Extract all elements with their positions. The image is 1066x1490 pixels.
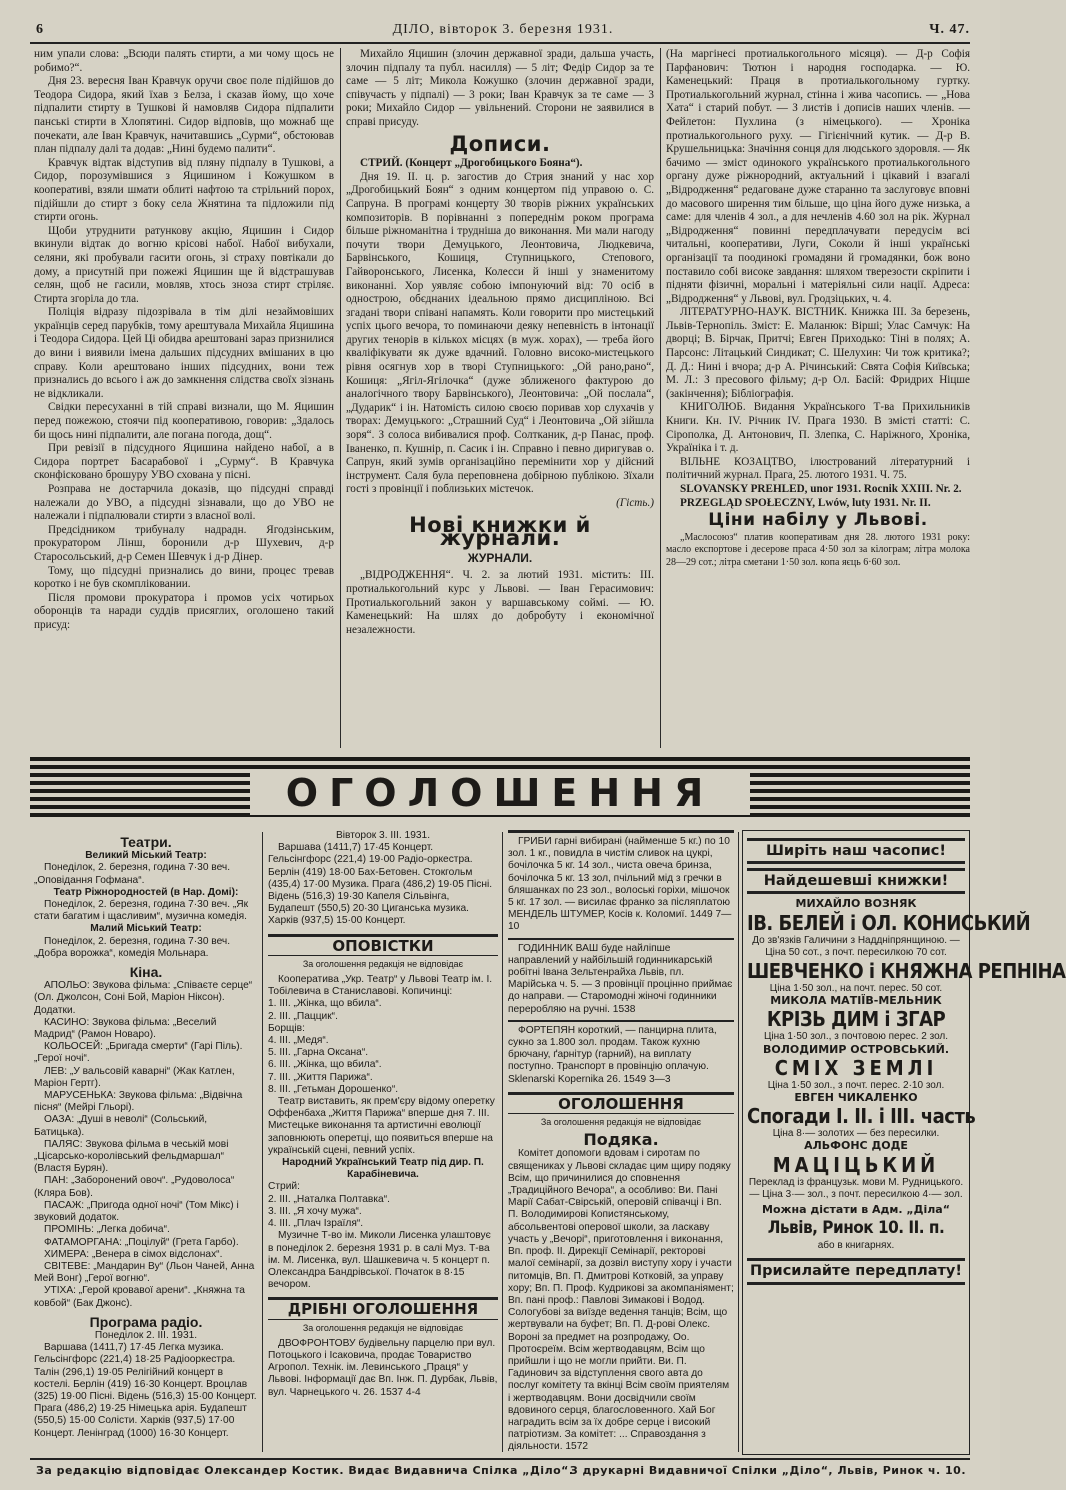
column-divider	[502, 832, 503, 1452]
masthead-date: ДІЛО, вівторок 3. березня 1931.	[392, 22, 614, 37]
section-title-dopysy: Дописи.	[449, 131, 551, 156]
page-footer	[36, 1464, 966, 1477]
footer-editor: За редакцію відповідає Олександер Костик. Видає Видавнича Спілка „Діло“.	[36, 1464, 574, 1477]
small-ad: ДВОФРОНТОВУ будівельну парцелю при вул. Потоцького і Ісаковича, продає Товариство Агропол. Технік. ім. Левинського „Праця“ у Львові. Інформації дає Вп. Інж. П. Дурбак, Львів, вул. Чарнецького ч. 26. 1537 4-4	[268, 1337, 498, 1398]
book-title: Спогади І. ІІ. і ІІІ. часть	[747, 1104, 976, 1129]
book-author: АЛЬФОНС ДОДЕ	[804, 1139, 908, 1153]
or-bookstores: або в книгарнях.	[817, 1240, 895, 1252]
column-divider	[738, 832, 739, 1452]
cinema-item: ФАТАМОРГАНА: „Поцілуй“ (Грета Гарбо).	[44, 1236, 239, 1248]
book-description: До зв'язків Галичини з Наддніпрянщиною. — Ціна 50 сот., з почт. пересилкою 70 сот.	[752, 934, 960, 958]
classified-ad: ГРИБИ гарні вибирані (найменше 5 кг.) по 10 зол. 1 кг., повидла в чистім сливок на цукрі, бочілочка 5 кг. 14 зол., чиста овеча бринза, бочілочка 5 кг. 13 зол, пчільний мід з гречки в бляшанках по 23 зол., волоські горіхи, мішочок 5 кг. 17 зол. — висилає франко за післяплатою МЕНДЕЛЬ ШТУМЕР, Косів к. Коломиї. 1449 7—10	[508, 830, 734, 934]
paragraph: Розправа не достарчила доказів, що підсудні справді належали до УВО, а підсудні зізнавали, що до УВО не належали і підпалювали стирти з власної волі.	[34, 483, 334, 523]
paragraph: Предсідником трибуналу надрадн. Ягодзінським, прокуратором Лінш, боронили д-р Шухевич, д-р Старосольський, д-р Семен Шевчук і д-р Дінер.	[34, 523, 334, 563]
play-item: 2. ІІІ. „Паццик“.	[268, 1010, 338, 1022]
play-item: 7. ІІІ. „Життя Парижа“.	[268, 1071, 373, 1083]
column-divider	[262, 832, 263, 1452]
cinema-item: ЛЕВ: „У вальсовій каварні“ (Жак Катлен, Маріон Гертг).	[34, 1065, 235, 1089]
book-title: СМІХ ЗЕМЛІ	[774, 1055, 938, 1080]
cinema-item: ХИМЕРА: „Венера в сімох відслонах“.	[44, 1248, 223, 1260]
issue-number: Ч. 47.	[929, 22, 970, 37]
play-item: 1. ІІІ. „Жінка, що вбила“.	[268, 998, 382, 1010]
play-item: 8. ІІІ. „Гетьман Дорошенко“.	[268, 1083, 399, 1095]
theatre-item: Театр Ріжнородностей (в Нар. Домі): Понеділок, 2. березня, година 7·30 веч. „Як стати багатим і щасливим“, музична комедія.	[34, 886, 249, 923]
small-ads-title: ДРІБНІ ОГОЛОШЕННЯ	[268, 1297, 498, 1319]
play-item: 5. ІІІ. „Гарна Оксана“.	[268, 1047, 369, 1059]
cinema-item: ОАЗА: „Душі в неволі“ (Сольський, Батицька).	[34, 1114, 208, 1138]
journals-column	[666, 48, 970, 750]
address: Львів, Ринок 10. ІІ. п.	[767, 1218, 945, 1239]
paragraph: При ревізії в підсудного Яцишина найдено набої, а в Сидора портрет Басарабової і „Сурму“. В Кравчука сконфісковано брошуру УВО схована у пісні.	[34, 442, 334, 482]
cinema-item: ПАСАЖ: „Пригода одної ночі“ (Том Мікс) і звуковий додаток.	[34, 1199, 239, 1224]
verdict-text: Михайло Яцишин (злочин державної зради, дальша участь, злочин підпалу та публ. насилля) — 5 літ; Федір Сидор за те саме — 5 літ; Микола Кожушко (злочин державної зради, співучасть у підпалі) — 3 роки; Іван Кравчук за те саме — 3 роки; Михайло Сидор — увільнений. Сторони не заявилися в справі присуду.	[346, 48, 654, 128]
article-trial-column	[34, 48, 334, 750]
footer-printer: З друкарні Видавничої Спілки „Діло“, Львів, Ринок ч. 10.	[569, 1464, 966, 1477]
column-divider	[340, 48, 341, 748]
ads-title: ОГОЛОШЕННЯ	[508, 1092, 734, 1114]
cinema-title: Кіна.	[129, 964, 163, 981]
book-title: ІВ. БЕЛЕЙ і ОЛ. КОНИСЬКИЙ	[747, 910, 1031, 935]
cinema-item: УТІХА: „Герой кровавої арени“. „Княжна та ковбой“ (Бак Джонс).	[34, 1285, 245, 1309]
dopysy-text: Дня 19. ІІ. ц. р. загостив до Стрия знаний у нас хор „Дрогобицький Боян“ з одним концертом під управою о. С. Сапруна. В програмі концерту 30 творів ріжних українських композиторів. В порівнанні з попереднім роком програма більше ріжноманітна і трудніша до виконання. Ми мали нагоду почути твори Демуцького, Леонтовича, Людкевича, Барвінського, Кошиця, Ступницького, Степового, Гайворонського, Лисенка, Колесси й інші у знаменитому виконанні. Хор уявляє собою імпонуючий від: 70 осіб в однострою, обєднаних ідеальною прямо дисципліною. Всі згадані твори співані напамять. Коли говорити про мистецький успіх цього вечора, то поминаючи деяку непевність в інтонації других тенорів в кількох місцях (в муж. хорах), — треба його кваліфікувати як дуже вдачний. Головно високо-мистецького рівня осягнув хор в творі Ступницького: „Ой рано,рано“, Кошиця: „Ягіл-Ягілочка“ (дуже зближеного фактурою до аналогічного твору Барвінського), Леонтовича: „Ой послала“, „Дударик“ і ін. Натомість силою своєю поривав хор слухачів у творах: Демуцького: „Страшний Суд“ і Леонтовича „Ой зійшла зоря“. З солоса вибивалися проф. Солтканик, д-р Панас, проф. Іваненко, п. Кушнір, п. Сасик і ін. Справно і певно диригував о. Сапрун, який зумів організаційно перемінити хор у дійсний інструмент. Саля була переповнена добірною публікою. Зїхали гості з провінції і поблизьких містечок.	[346, 170, 654, 496]
prices-title: Ціни набілу у Львові.	[708, 510, 928, 531]
header-rule	[30, 42, 970, 44]
ads-banner	[30, 757, 970, 827]
paragraph: Кравчук відтак відступив від пляну підпалу в Тушкові, а Сидор, порозумівшися з Яцишином і Кожушком в кооперативі, взяли шмати облиті нафтою та стрільний порох, підійшли до стирт з боку села Жнятина та підложили під стирти огонь.	[34, 156, 334, 224]
spread-slogan: Ширіть наш часопис!	[747, 838, 965, 864]
radio-date: Понеділок 2. ІІІ. 1931.	[94, 1329, 198, 1341]
ads-note: За оголошення редакція не відповідає	[540, 1117, 702, 1128]
subscribe-slogan: Присилайте передплату!	[747, 1258, 965, 1284]
play-item: 3. ІІІ. „Я хочу мужа“.	[268, 1205, 362, 1217]
book-title: МАЦІЦЬКИЙ	[772, 1152, 940, 1177]
paragraph: Дня 23. вересня Іван Кравчук оручи своє поле підійшов до Теодора Сидора, який їхав з Белза, і сказав йому, що хоче підпалити стирту в Тушкові й намовляв Сидора підпалити панські стирти в Хлопятині. Сидор відповів, що можнаб ще почекати, але Іван Кравчук, начитавшись „Сурми“, обстоював план підпалу далі та додав: „Нині будемо палити“.	[34, 75, 334, 156]
town-label: Борщів:	[268, 1022, 305, 1034]
book-price: Ціна 1·50 зол., з почт. перес. 2·10 зол.	[767, 1079, 945, 1091]
radio-date: Вівторок 3. ІІІ. 1931.	[335, 830, 431, 841]
cinema-item: КОЛЬОСЕЙ: „Бригада смерти“ (Гарі Піль). „Герої ночі“.	[34, 1041, 243, 1065]
music-society-text: Музичне Т-во ім. Миколи Лисенка улаштовує в понеділок 2. березня 1931 р. в салі Муз. Т-ва ім. М. Лисенка, вул. Шашкевича ч. 5 концерт п. Олександра Бандрівської. Початок в 8·15 вечором.	[268, 1230, 491, 1291]
get-label: Можна дістати в Адм. „Діла“	[762, 1203, 950, 1217]
theatre-item: Малий Міський Театр: Понеділок, 2. березня, година 7·30 веч. „Добра ворожка“, комедія Мольнара.	[34, 923, 231, 959]
page-header	[36, 22, 970, 42]
theatres-title: Театри.	[120, 834, 172, 850]
book-author: МИКОЛА МАТІЇВ-МЕЛЬНИК	[770, 994, 942, 1008]
book-price: Ціна 1·50 зол., з почтовою перес. 2 зол.	[763, 1031, 949, 1043]
book-price: Ціна 8·— золотих — без пересилки.	[772, 1128, 940, 1140]
theatre-item: Великий Міський Театр: Понеділок, 2. березня, година 7·30 веч. „Оповідання Гофмана“.	[34, 850, 231, 886]
journal-entry: ВІЛЬНЕ КОЗАЦТВО, ілюстрований літературний і політичний журнал. Прага, 25. лютого 1931. Ч. 75.	[666, 455, 970, 482]
play-item: 6. ІІІ. „Жінка, що вбила“.	[268, 1059, 382, 1071]
article-middle-column	[346, 48, 654, 750]
journal-entry: КНИГОЛЮБ. Видання Українського Т-ва Прихильників Книги. Кн. IV. Річник IV. Прага 1930. В змісті статті: С. Сірополка, Д. Антонович, П. Злепка, С. Наріжного, Хроніка, Українікa і т. д.	[666, 401, 970, 455]
notices-note: За оголошення редакція не відповідає	[302, 958, 464, 969]
classifieds-column	[508, 830, 734, 1455]
town-label: Стрий:	[268, 1181, 300, 1193]
prices-text: „Маслосоюз“ платив кооперативам дня 28. лютого 1931 року: масло експортове і десерове праса 4·50 зол за кілограм; літра молока 28—29 сот.; літра сметани 1·50 зол. копа яєць 6·60 зол.	[666, 531, 970, 568]
cinema-item: КАСИНО: Звукова фільма: „Веселий Мадрид“ (Рамон Новаро).	[34, 1016, 217, 1041]
peoples-theatre: Народний Український Театр під дир. П. Карабіневича.	[282, 1157, 484, 1181]
paragraph: Поліція відразу підозрівала в тім ділі незаймовіших українців серед парубків, тому арештувала Михайла Яцишина і Теодора Сидора. Цей Ці обидва арештовані зараз признилися до вини і виявили імена дальших підсудних вмішаних в цю справу. Коли арештовано інших підсудних, вони теж признались до всього і аж до замкнення слідства своїх зізнань не відкликали.	[34, 306, 334, 400]
cinema-item: ПАЛЯС: Звукова фільма в чеській мові „Цісарсько-королівський фельдмаршал“ (Властя Бурян).	[34, 1138, 229, 1175]
notices-title: ОПОВІСТКИ	[268, 934, 498, 956]
radio-program: Варшава (1411,7) 17·45 Легка музика. Гельсінгфорс (221,4) 18·25 Радіооркестра. Талін (296,1) 19·05 Релігійний концерт в костелі. Берлін (419) 16·30 Концерт. Вроцлав (325) 19·00 Пісні. Відень (516,3) 15·00 Концерт. Прага (486,2) 19·25 Німецька арія. Будапешт (550,5) 15·00 Солісти. Харків (937,5) 17·00 Концерт. Ленінград (1000) 16·30 Концерт.	[34, 1342, 257, 1439]
journal-entry: PRZEGLĄD SPOŁECZNY, Lwów, luty 1931. Nr. II.	[680, 496, 931, 509]
dopysy-signature: (Гість.)	[616, 497, 654, 509]
coop-text: Кооператива „Укр. Театр“ у Львові Театр ім. І. Тобілевича в Станиславові. Копичинці:	[268, 974, 493, 998]
book-title: ШЕВЧЕНКО і КНЯЖНА РЕПНІНА	[747, 959, 1066, 984]
book-author: МИХАЙЛО ВОЗНЯК	[795, 897, 917, 911]
notices-column	[268, 830, 498, 1455]
theatres-column	[34, 830, 258, 1455]
cinema-item: АПОЛЬО: Звукова фільма: „Співаєте серце“ (Ол. Джолсон, Соні Бой, Маріон Ніксон). Додатки.	[34, 980, 253, 1016]
thanks-text: Комітет допомоги вдовам і сиротам по священиках у Львові складає цим щиру подяку Всім, що причинилися до сповнення „Традиційного Вечора“, а особливо: Ви. Пані Марії Сабат-Свірській, оперовій співачці і Вп. П. Володимирові Копистянському, абсольвентові оперової школи, за ласкаву участь у „Вечорі“, приготовлення і виконання, Вп. проф. ІІ. Дирекції Семінарії, ректорові малої семінарії, за дозвіл виступу хору і участи питомців, Вп. П. Дмитрові Котковій, за управу хору; Вп. П. Проф. Кудрикові за акомпаніямент; Вп. пані проф.: Павлові Зимакові і Водод. Сологубові за виїзде ведення танців; Всім, що жертвували на буфет; Вп. П. Д-рові Олекс. Вороні за предмет на розпродажу, Оо. Протоєреїм. Всім жертводавцям, Всім що прийшли і що не могли прийти. Ви. П. Гадинович за відступлення свого авта до послуг комітету та вкінці Всім своїм приятелям і жертводавцям. Вони досвідчили своїм вдовиного серця, благословенного. Хай Бог наградить всім за їх добре серце і високий патріотизм. За комітет: ... Справоздання з діяльности. 1572	[508, 1148, 734, 1453]
classified-ad: ГОДИННИК ВАШ буде найліпше направлений у найбільшій годинникарській робітні Івана Зельтенрайха Львів, пл. Марійська ч. 5. — 3 провінції процінно приймає до направи. — Старомодні жіночі годинники переробляю на ручні. 1538	[508, 938, 734, 1016]
journal-review: (На маргінесі протиалькогольного місяця). — Д-р Софія Парфанович: Тютюн і народня господарка. — Ю. Каменецький: Праця в протиалькогольному гуртку. Протиалькогольний журнал, стінна і жива часопись. — „Нова Хата“ і старий побут. — З листів і дописів наших членів. — Фейлетон: Пухлина (з німецького). — Хроніка протиалькогольного руху. — Гігієнічний кутик. — Д-р В. Крушельницька: Значіння сонця для людського здоровля. — Як бачимо — зміст одинокого українського протиалькогольного органу дуже ріжнородний, актуальний і цікавий і взагалі „Відродження“ редаговане дуже старанно та заслуговує вповні до масового ширення тим більше, що ціна його дуже низька, а саме: для членів 4 зол., а для нечленів 4.60 зол на рік. Журнал „Відродження“ повинні передплачувати передусім всі читальні, кооперативи, Луги, Соколи й інші українські організації та поодинокі громадяни й громадянки, бож воно поставило собі високе завдання: шляхом тверезости скріпити і підняти фізичні, моральні і матеріяльні сили нації. Адреса: „Відродження“ у Львові, вул. Гродзіцьких, ч. 4.	[666, 48, 970, 305]
paragraph: Тому, що підсудні признались до вини, процес тревав коротко і не був скомпліковании.	[34, 564, 334, 591]
column-divider	[660, 48, 661, 748]
play-item: 4. ІІІ. „Медя“.	[268, 1035, 329, 1047]
banner-title: ОГОЛОШЕННЯ	[250, 771, 750, 815]
theatre-note: Театр виставить, як прем'єру відому оперетку Оффенбаха „Життя Парижа“ вперше дня 7. ІІІ. Мистецьке виконання та артистичні еволюції заповнюють оперетці, що появиться вперше на українській сцені, певний успіх.	[268, 1096, 495, 1156]
paragraph: Свідки пересуханні в тій справі визнали, що М. Яцишин перед пожежою, стоячи під кооперативою, говорив: „Здалось би щось нині підпалити, але погана погода, дощ“.	[34, 401, 334, 441]
journal-entry: ЛІТЕРАТУРНО-НАУК. ВІСТНИК. Книжка ІІІ. За березень, Львів-Тернопіль. Зміст: Е. Маланюк: Вірші; Улас Самчук: На дворці; В. Бірчак, Притчі; Евген Приходько: Тіні в полях; А. Парсонс: Літацький Синдикат; С. Шелухин: Чи тож критика?; Д. Д.: Нині і вчора; д-р А. Річинський: Свята Софія Київська; М. Л.: З пресового фільму; д-р Ол. Басій: Фридрих Ніцше (закінчення); Бібліографія.	[666, 306, 970, 400]
section-title-books: Нові книжки й журнали.	[409, 512, 591, 551]
dopysy-lead: СТРИЙ. (Концерт „Дрогобицького Бояна“).	[360, 157, 583, 170]
cinema-item: МАРУСЕНЬКА: Звукова фільма: „Відвічна пісня“ (Мейрі Гльорі).	[34, 1090, 243, 1114]
book-description: Переклад із французьк. мови М. Рудницького. — Ціна 3·— зол., з почт. пересилкою 4·— зол.	[748, 1176, 964, 1200]
thanks-title: Подяка.	[583, 1130, 659, 1150]
classified-ad: ФОРТЕПЯН короткий, — панцирна плита, сукно за 1.800 зол. продам. Також кухню брючану, ґарнітур (гарний), на виплату поступно. Транспорт в провінцію оплачую. Sklenarski Kopernika 26. 1549 3—3	[508, 1020, 734, 1086]
play-item: 2. ІІІ. „Наталка Полтавка“.	[268, 1193, 390, 1205]
cinema-item: ПРОМІНЬ: „Легка добича“.	[44, 1224, 170, 1236]
books-text: „ВІДРОДЖЕННЯ“. Ч. 2. за лютий 1931. містить: ІІІ. протиалькогольний курс у Львові. — Іван Герасимович: Протиалькогольний закон у варшавському соймі. — Ю. Каменецький: На шлях до добробуту і економічної незалежности.	[346, 569, 654, 636]
book-author: ЕВГЕН ЧИКАЛЕНКО	[794, 1091, 918, 1105]
book-author: ВОЛОДИМИР ОСТРОВСЬКИЙ.	[762, 1042, 950, 1056]
journal-entry: SLOVANSKY PREHLED, unor 1931. Rocnik XXIII. Nr. 2.	[680, 483, 962, 495]
cheapest-books-slogan: Найдешевші книжки!	[747, 868, 965, 894]
radio-title: Програма радіо.	[89, 1313, 203, 1330]
page-number: 6	[36, 22, 44, 37]
books-ad-column	[742, 830, 1066, 1455]
paragraph: Після промови прокуратора і промов усіх чотирьох оборонців та наради суддів присяглих, оголошено такий присуд:	[34, 591, 334, 631]
footer-rule	[30, 1458, 970, 1460]
play-item: 4. ІІІ. „Плач Ізраїля“.	[268, 1218, 364, 1230]
small-ads-note: За оголошення редакція не відповідає	[302, 1322, 464, 1333]
book-price: Ціна 1·50 зол., на почт. перес. 50 сот.	[769, 983, 943, 995]
book-title: КРІЗЬ ДИМ і ЗГАР	[766, 1007, 946, 1032]
cinema-item: ПАН: „Заборонений овоч“. „Рудоволоса“ (Кляра Бов).	[34, 1175, 235, 1199]
cinema-item: СВІТЕВЕ: „Мандарин Ву“ (Льон Чаней, Анна Мей Вонг) „Герої вогню“.	[34, 1260, 255, 1285]
paragraph: Щоби утруднити ратункову акцію, Яцишин і Сидор вкинули відтак до вогню крісові набої. Набої вибухали, селяни, які пробували гасити огонь, зі страху повтікали до дому, а присутній при пожежі Яцишин ще й відстрашував селян, щоб не гасили, мовляв, хтось зноза стирт стріляє. Стирта згоріла до тла.	[34, 224, 334, 305]
radio-program: Варшава (1411,7) 17·45 Концерт. Гельсінгфорс (221,4) 19·00 Радіо-оркестра. Берлін (419) 18·00 Бах-Бетовен. Стокгольм (435,4) 17·00 Музика. Прага (486,2) 19·05 Пісні. Відень (516,3) 19·30 Капеля Сільвінга, Будапешт (550,5) 20·30 Циганська музика. Харків (937,5) 15·00 Концерт.	[268, 842, 493, 927]
paragraph: ним упали слова: „Всюди палять стирти, а ми чому щось не робимо?“.	[34, 48, 334, 74]
journals-subtitle: ЖУРНАЛИ.	[467, 550, 533, 565]
